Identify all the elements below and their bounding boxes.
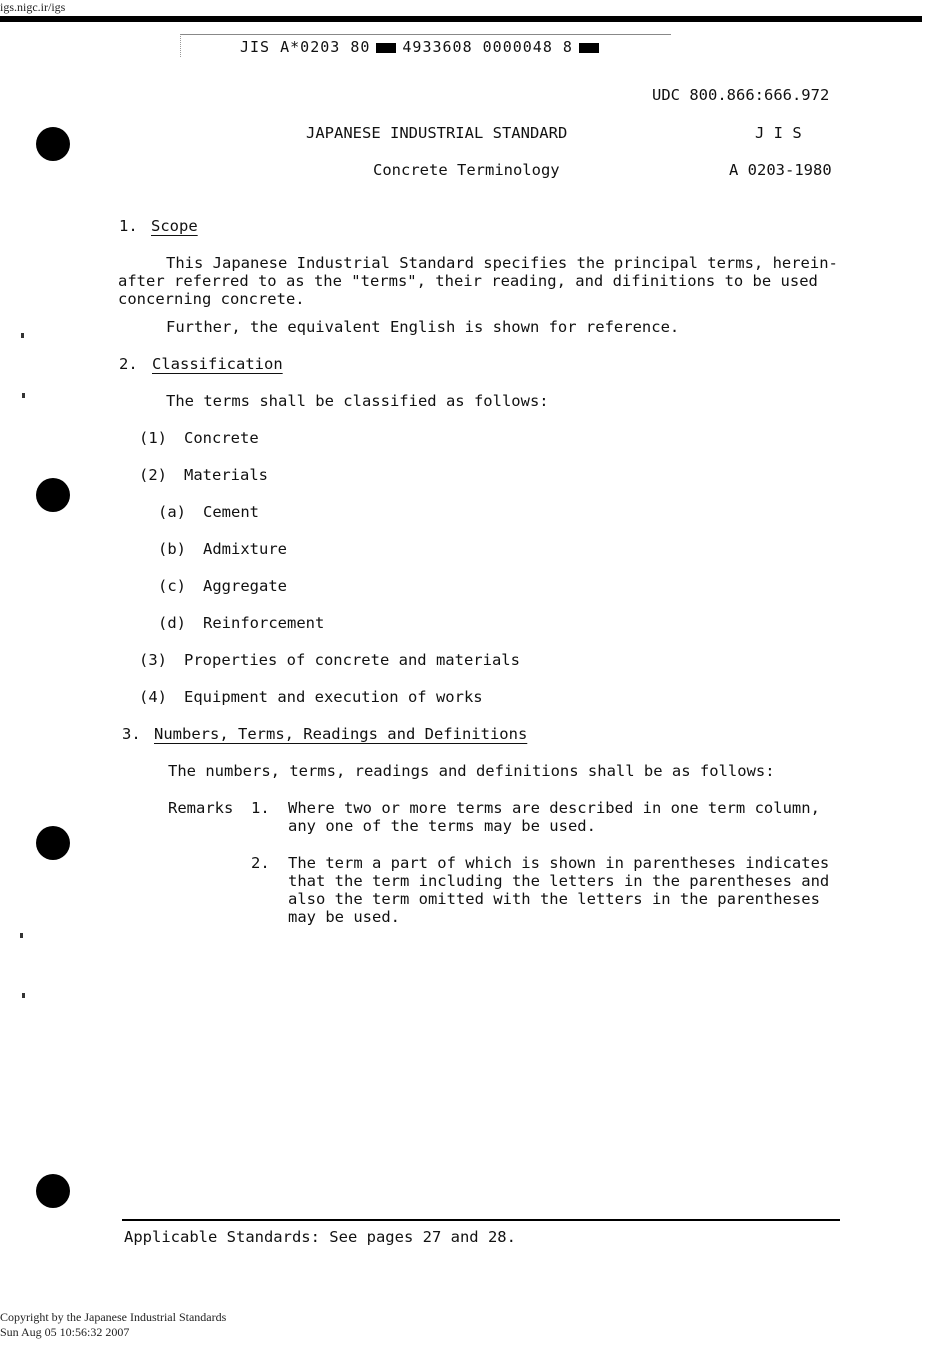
- list-item: Reinforcement: [203, 614, 325, 632]
- scan-speck: [20, 933, 23, 938]
- list-item-number: (b): [158, 540, 186, 558]
- udc-code: UDC 800.866:666.972: [652, 86, 830, 104]
- remark-number: 1.: [251, 799, 270, 817]
- list-item: Admixture: [203, 540, 287, 558]
- list-item: Cement: [203, 503, 259, 521]
- list-item-number: (a): [158, 503, 186, 521]
- definitions-intro: The numbers, terms, readings and definitions shall be as follows:: [168, 762, 775, 780]
- list-item: Materials: [184, 466, 268, 484]
- section-1-title: Scope: [151, 217, 198, 235]
- remark-1-line-2: any one of the terms may be used.: [288, 817, 596, 835]
- list-item-number: (c): [158, 577, 186, 595]
- classification-intro: The terms shall be classified as follows:: [166, 392, 549, 410]
- site-note: igs.nigc.ir/igs: [0, 0, 66, 14]
- punch-hole-icon: [36, 826, 70, 860]
- remark-1-line-1: Where two or more terms are described in one term column,: [288, 799, 820, 817]
- list-item: Properties of concrete and materials: [184, 651, 520, 669]
- remark-2-line-4: may be used.: [288, 908, 400, 926]
- remark-2-line-2: that the term including the letters in the parentheses and: [288, 872, 830, 890]
- page-title: Concrete Terminology: [373, 161, 560, 179]
- list-item: Aggregate: [203, 577, 287, 595]
- list-item-number: (3): [139, 651, 167, 669]
- barcode-block-icon: [579, 43, 599, 53]
- section-2-title: Classification: [152, 355, 283, 373]
- scope-line-1: This Japanese Industrial Standard specifies the principal terms, herein-: [166, 254, 838, 272]
- top-rule: [0, 16, 922, 22]
- scope-paragraph-2: Further, the equivalent English is shown for reference.: [166, 318, 680, 336]
- doc-code-part2: 4933608 0000048 8: [402, 38, 573, 56]
- section-2-number: 2.: [119, 355, 138, 373]
- scan-speck: [21, 333, 24, 338]
- doc-code-part1: JIS A*0203 80: [240, 38, 371, 56]
- footer-rule: [122, 1219, 840, 1221]
- standard-number: A 0203-1980: [729, 161, 832, 179]
- remark-2-line-3: also the term omitted with the letters in the parentheses: [288, 890, 820, 908]
- list-item: Equipment and execution of works: [184, 688, 483, 706]
- doc-code: [240, 38, 605, 56]
- list-item-number: (1): [139, 429, 167, 447]
- list-item-number: (2): [139, 466, 167, 484]
- section-3-number: 3.: [122, 725, 141, 743]
- list-item-number: (d): [158, 614, 186, 632]
- scope-line-3: concerning concrete.: [118, 290, 305, 308]
- copyright-line-2: Sun Aug 05 10:56:32 2007: [0, 1325, 130, 1339]
- scan-speck: [22, 993, 25, 998]
- section-3-title: Numbers, Terms, Readings and Definitions: [154, 725, 528, 743]
- remark-2-line-1: The term a part of which is shown in parentheses indicates: [288, 854, 830, 872]
- scan-speck: [22, 393, 25, 398]
- copyright-line-1: Copyright by the Japanese Industrial Standards: [0, 1310, 227, 1324]
- standard-org: JAPANESE INDUSTRIAL STANDARD: [306, 124, 568, 142]
- jis-mark: J I S: [755, 124, 802, 142]
- list-item: Concrete: [184, 429, 259, 447]
- punch-hole-icon: [36, 127, 70, 161]
- remark-number: 2.: [251, 854, 270, 872]
- scope-line-2: after referred to as the "terms", their reading, and difinitions to be used: [118, 272, 818, 290]
- punch-hole-icon: [36, 478, 70, 512]
- punch-hole-icon: [36, 1174, 70, 1208]
- section-1-number: 1.: [119, 217, 138, 235]
- list-item-number: (4): [139, 688, 167, 706]
- applicable-standards: Applicable Standards: See pages 27 and 28.: [124, 1228, 516, 1246]
- barcode-block-icon: [376, 43, 396, 53]
- remarks-label: Remarks: [168, 799, 234, 817]
